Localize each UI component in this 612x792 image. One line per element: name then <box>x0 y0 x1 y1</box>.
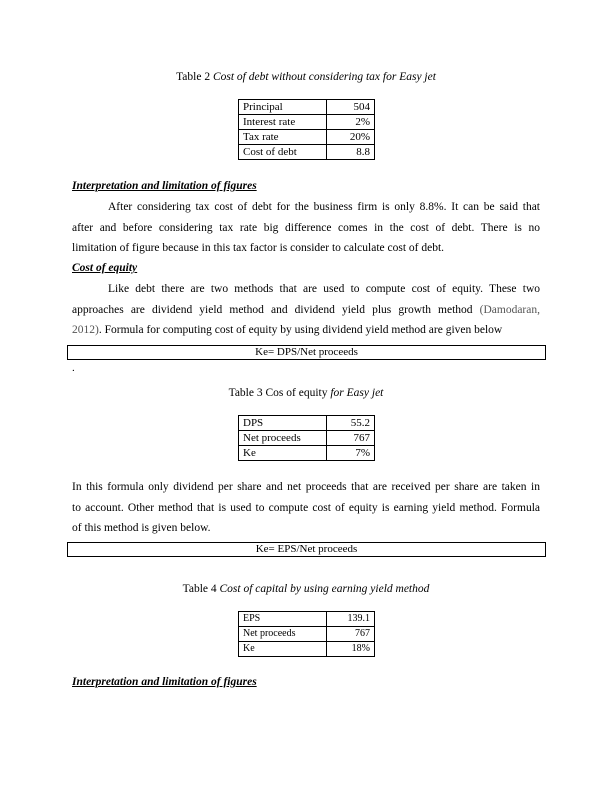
table-cell-label: DPS <box>239 416 327 431</box>
table-row <box>239 115 375 130</box>
table-row <box>239 416 375 431</box>
table4 <box>238 611 375 657</box>
table-cell-label: Net proceeds <box>239 431 327 446</box>
cost-of-equity-paragraph <box>72 279 540 341</box>
table-row <box>239 446 375 461</box>
interpretation-heading-1: Interpretation and limitation of figures <box>72 180 257 192</box>
paragraph-line: limitation of figure because in this tax factor is consider to calculate cost of debt. <box>72 242 445 254</box>
table-row <box>239 642 375 657</box>
table-cell-value: 7% <box>327 446 375 461</box>
cost-of-equity-heading: Cost of equity <box>72 262 138 274</box>
table3 <box>238 415 375 461</box>
table2-caption-italic: Cost of debt without considering tax for Easy jet <box>212 71 436 83</box>
paragraph-line <box>72 300 540 321</box>
table-cell-label: Interest rate <box>239 115 327 130</box>
table-cell-value: 767 <box>327 627 375 642</box>
table4-caption-prefix: Table 4 <box>182 583 220 595</box>
interpretation-heading-2: Interpretation and limitation of figures <box>72 676 257 688</box>
paragraph-line: after and before considering tax rate big difference comes in the cost of debt. There is no <box>72 221 540 234</box>
table-row <box>239 145 375 160</box>
paragraph-line: of this method is given below. <box>72 522 211 534</box>
formula-box-eps: Ke= EPS/Net proceeds <box>67 542 546 557</box>
table-cell-label: Cost of debt <box>239 145 327 160</box>
table-cell-label: Ke <box>239 642 327 657</box>
table-cell-label: Principal <box>239 100 327 115</box>
table-row <box>239 431 375 446</box>
paragraph-text: . Formula for computing cost of equity by using dividend yield method are given below <box>98 324 503 336</box>
table-cell-value: 20% <box>327 130 375 145</box>
table-cell-value: 2% <box>327 115 375 130</box>
table-row <box>239 627 375 642</box>
paragraph-text: approaches are dividend yield method and dividend yield plus growth method <box>72 303 480 316</box>
table-cell-label: EPS <box>239 612 327 627</box>
interpretation-paragraph-1 <box>72 197 540 259</box>
table-cell-label: Net proceeds <box>239 627 327 642</box>
table-cell-value: 8.8 <box>327 145 375 160</box>
formula-explanation-paragraph <box>72 477 540 539</box>
table-cell-label: Ke <box>239 446 327 461</box>
table3-caption-italic: for Easy jet <box>330 387 384 399</box>
formula-box-dps: Ke= DPS/Net proceeds <box>67 345 546 360</box>
table-cell-value: 504 <box>327 100 375 115</box>
paragraph-line: to account. Other method that is used to compute cost of equity is earning yield method. Formula <box>72 501 540 514</box>
table2 <box>238 99 375 160</box>
table-cell-value: 55.2 <box>327 416 375 431</box>
stray-dot: . <box>72 362 75 374</box>
table-row <box>239 612 375 627</box>
table4-caption <box>0 583 612 595</box>
table-cell-value: 767 <box>327 431 375 446</box>
table-row <box>239 130 375 145</box>
table3-caption <box>0 387 612 399</box>
table2-caption <box>0 71 612 83</box>
paragraph-line: After considering tax cost of debt for the business firm is only 8.8%. It can be said that <box>108 201 540 213</box>
table-row <box>239 100 375 115</box>
table-cell-value: 18% <box>327 642 375 657</box>
paragraph-line <box>72 320 540 341</box>
table-cell-value: 139.1 <box>327 612 375 627</box>
citation: (Damodaran, <box>479 303 540 316</box>
table2-caption-prefix: Table 2 <box>176 71 213 83</box>
table3-caption-prefix: Table 3 Cos of equity <box>228 387 331 399</box>
paragraph-line: In this formula only dividend per share and net proceeds that are received per share are taken in <box>72 481 540 493</box>
paragraph-line: Like debt there are two methods that are used to compute cost of equity. These two <box>108 283 540 295</box>
citation: 2012) <box>72 324 99 336</box>
table4-caption-italic: Cost of capital by using earning yield method <box>219 583 430 595</box>
table-cell-label: Tax rate <box>239 130 327 145</box>
